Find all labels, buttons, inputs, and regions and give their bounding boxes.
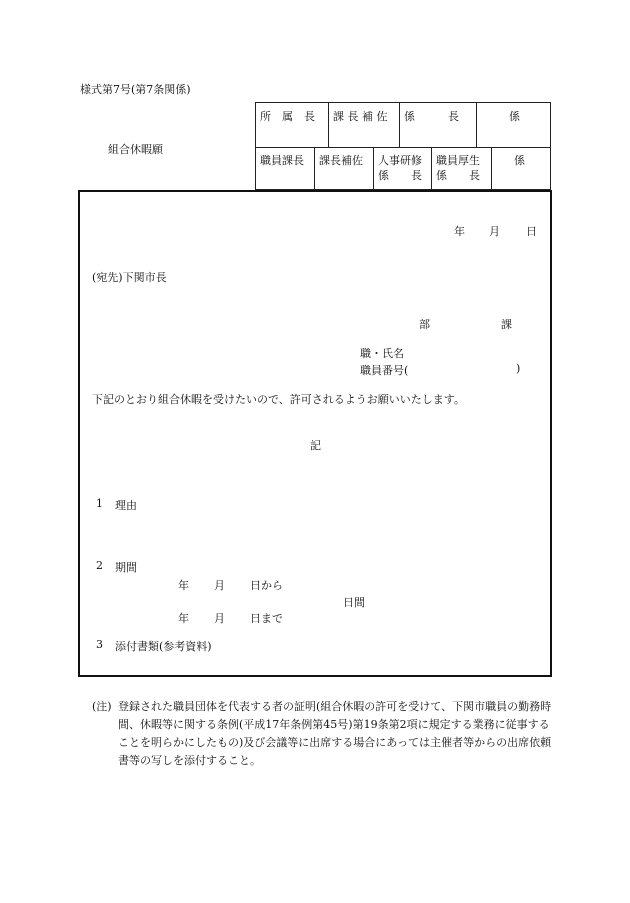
approval-cell-1[interactable] — [256, 103, 329, 147]
period-from-day: 日から — [250, 579, 283, 592]
approval-cell-5[interactable] — [256, 147, 315, 190]
approval-label: 人事研修 — [378, 154, 422, 167]
approval-cell-6[interactable] — [315, 147, 374, 190]
approval-label: 課 長 補 佐 — [333, 110, 388, 123]
period-to-year: 年 — [178, 612, 189, 625]
application-form-box — [78, 190, 552, 677]
approval-cell-9[interactable] — [492, 147, 550, 190]
request-text: 下記のとおり組合休暇を受けたいので、許可されるようお願いいたします。 — [92, 393, 465, 406]
approval-cell-3[interactable] — [400, 103, 477, 147]
approval-label: 職員課長 — [260, 154, 304, 167]
approval-row-1 — [256, 103, 550, 148]
approval-cell-8[interactable] — [432, 147, 492, 190]
item2-label: 期間 — [115, 561, 137, 574]
date-year: 年 — [454, 225, 465, 238]
approval-label: 係 長 — [436, 169, 480, 182]
date-month: 月 — [489, 225, 500, 238]
period-from-year: 年 — [178, 579, 189, 592]
item2-number: 2 — [96, 559, 103, 572]
item3-label: 添付書類(参考資料) — [115, 640, 212, 653]
approval-label: 職員厚生 — [436, 154, 480, 167]
approval-label: 係 長 — [404, 110, 459, 123]
item3-number: 3 — [96, 638, 103, 651]
footnote-head: (注) — [92, 700, 112, 713]
approval-label: 係 長 — [378, 169, 422, 182]
approval-label: 係 — [509, 110, 520, 123]
addressee: (宛先)下関市長 — [92, 271, 167, 284]
ki-heading: 記 — [310, 439, 321, 452]
form-number: 様式第7号(第7条関係) — [80, 83, 191, 96]
position-name-label: 職・氏名 — [360, 347, 404, 360]
section-label: 課 — [501, 318, 512, 331]
approval-cell-4[interactable] — [477, 103, 550, 147]
employee-number-label: 職員番号( — [360, 364, 409, 377]
approval-cell-7[interactable] — [374, 147, 432, 190]
period-days: 日間 — [343, 596, 365, 609]
form-title: 組合休暇願 — [108, 143, 163, 156]
period-to-month: 月 — [214, 612, 225, 625]
approval-cell-2[interactable] — [329, 103, 400, 147]
footnote-body: 登録された職員団体を代表する者の証明(組合休暇の許可を受けて、下関市職員の勤務時間、休暇等に関する条例(平成17年条例第45号)第19条第2項に規定する業務に従事することを明らかにしたもの)及び会議等に出席する場合にあっては主催者等からの出席依頼書等の写しを添付すること。 — [118, 700, 552, 767]
approval-row-2 — [256, 147, 550, 190]
period-from-month: 月 — [214, 579, 225, 592]
approval-stamp-table — [255, 102, 551, 190]
item1-label: 理由 — [115, 499, 137, 512]
item1-number: 1 — [96, 497, 103, 510]
employee-number-close: ) — [516, 362, 521, 375]
department-label: 部 — [419, 318, 430, 331]
approval-label: 係 — [514, 154, 525, 167]
approval-label: 課長補佐 — [319, 154, 363, 167]
date-day: 日 — [526, 225, 537, 238]
approval-label: 所 属 長 — [260, 110, 315, 123]
period-to-day: 日まで — [250, 612, 283, 625]
